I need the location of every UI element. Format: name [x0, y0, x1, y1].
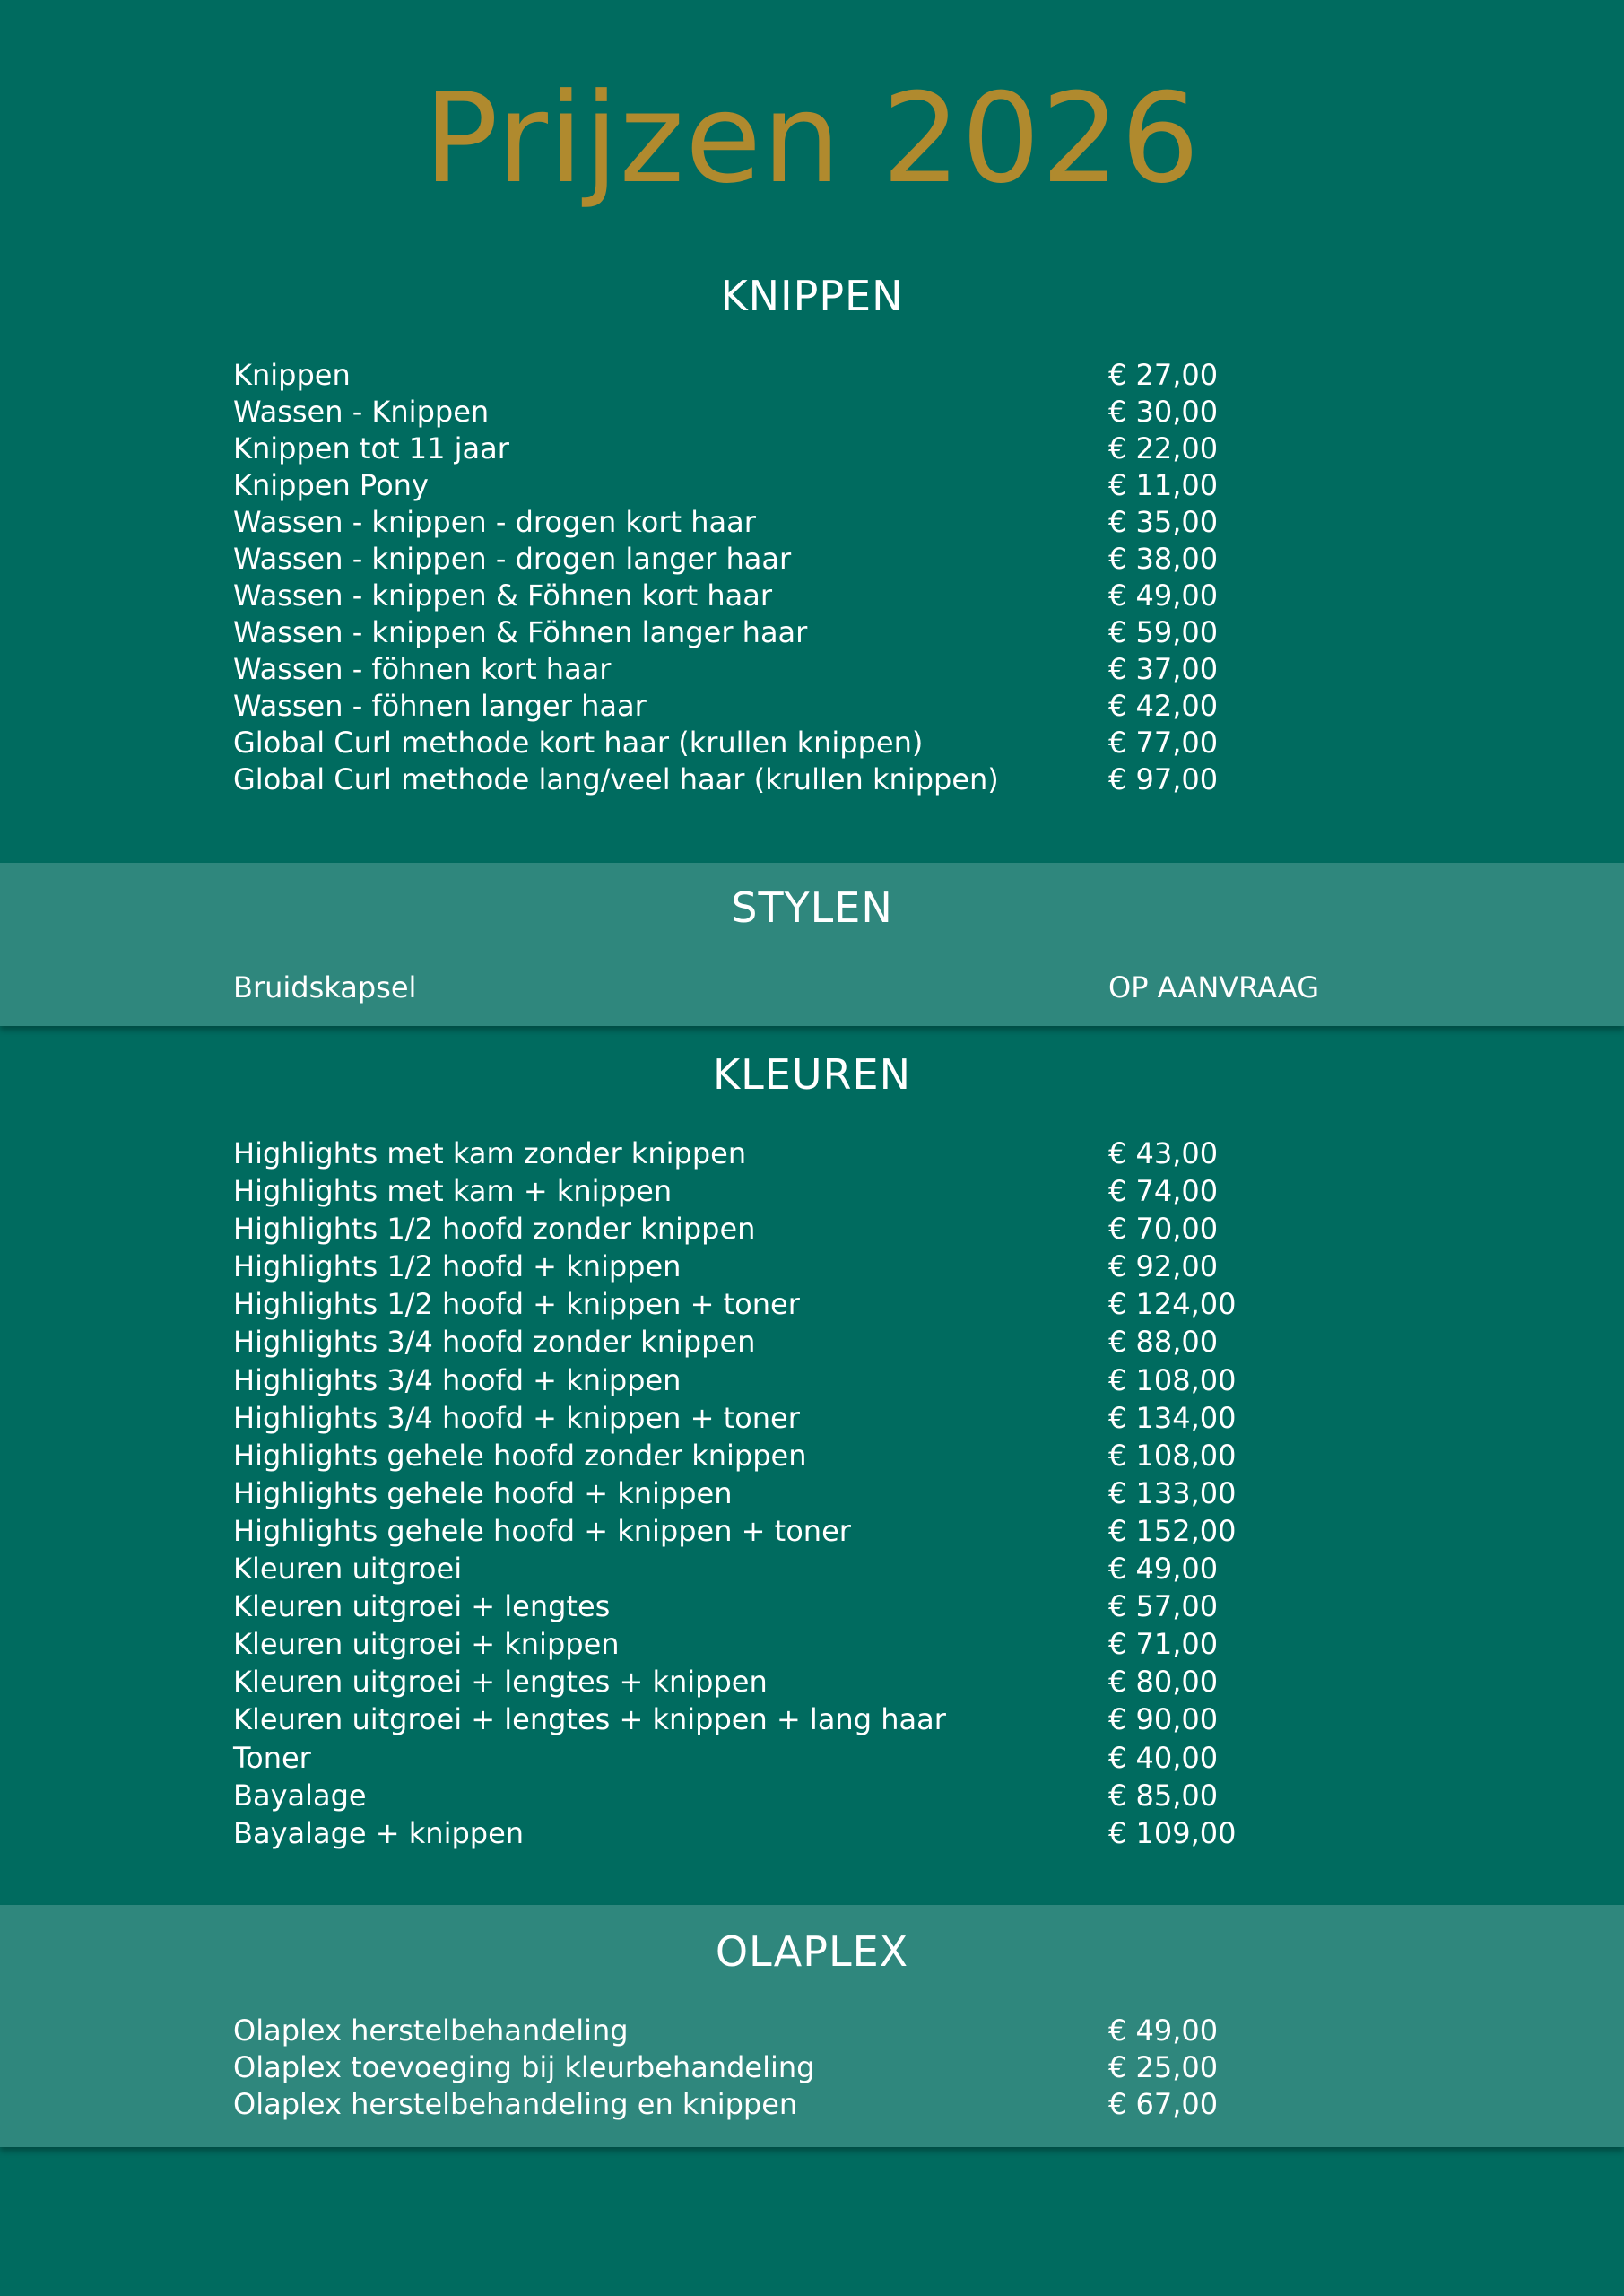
- service-price: € 134,00: [1108, 1400, 1237, 1435]
- service-price: € 109,00: [1108, 1815, 1237, 1850]
- price-row: [233, 614, 1399, 651]
- service-name: Bayalage + knippen: [233, 1815, 525, 1850]
- service-price: € 40,00: [1108, 1740, 1219, 1775]
- service-name: Highlights 3/4 hoofd + knippen + toner: [233, 1400, 800, 1435]
- price-row: [233, 357, 1399, 394]
- price-list-olaplex: [233, 2013, 1399, 2123]
- service-price: € 49,00: [1108, 578, 1219, 613]
- service-name: Highlights 3/4 hoofd zonder knippen: [233, 1325, 756, 1360]
- price-row: [233, 2049, 1399, 2086]
- price-row: [233, 1700, 1399, 1738]
- price-row: [233, 1399, 1399, 1437]
- service-price: € 57,00: [1108, 1589, 1219, 1624]
- service-price: € 124,00: [1108, 1287, 1237, 1322]
- price-row: [233, 541, 1399, 578]
- service-name: Highlights gehele hoofd + knippen: [233, 1475, 733, 1510]
- service-price: € 108,00: [1108, 1438, 1237, 1473]
- service-name: Global Curl methode lang/veel haar (krullen knippen): [233, 762, 999, 796]
- price-row: [233, 1550, 1399, 1587]
- service-name: Toner: [233, 1740, 311, 1775]
- price-row: [233, 1739, 1399, 1777]
- service-name: Wassen - föhnen kort haar: [233, 652, 612, 686]
- price-row: [233, 1587, 1399, 1625]
- service-name: Wassen - Knippen: [233, 395, 490, 429]
- section-title-knippen: KNIPPEN: [720, 272, 904, 320]
- service-price: € 27,00: [1108, 358, 1219, 392]
- section-title-stylen: STYLEN: [731, 883, 893, 932]
- section-title-kleuren: KLEUREN: [713, 1050, 911, 1099]
- service-price: € 25,00: [1108, 2050, 1219, 2084]
- price-list-knippen: [233, 357, 1399, 798]
- service-price: € 49,00: [1108, 2013, 1219, 2048]
- service-name: Wassen - föhnen langer haar: [233, 689, 647, 723]
- price-row: [233, 1512, 1399, 1550]
- service-name: Wassen - knippen & Föhnen langer haar: [233, 615, 808, 649]
- price-row: [233, 578, 1399, 614]
- service-name: Global Curl methode kort haar (krullen knippen): [233, 726, 924, 760]
- service-price: € 70,00: [1108, 1212, 1219, 1247]
- price-row: [233, 1663, 1399, 1700]
- price-row: [233, 2013, 1399, 2049]
- price-row: [233, 970, 1399, 1006]
- service-name: Highlights 1/2 hoofd + knippen + toner: [233, 1287, 800, 1322]
- service-name: Knippen: [233, 358, 351, 392]
- price-row: [233, 1248, 1399, 1285]
- price-row: [233, 1625, 1399, 1663]
- service-name: Kleuren uitgroei: [233, 1552, 463, 1587]
- price-row: [233, 1323, 1399, 1361]
- service-name: Olaplex herstelbehandeling en knippen: [233, 2087, 798, 2121]
- price-row: [233, 761, 1399, 798]
- service-name: Highlights 1/2 hoofd zonder knippen: [233, 1212, 756, 1247]
- price-list-stylen: [233, 970, 1399, 1006]
- service-name: Highlights met kam zonder knippen: [233, 1136, 747, 1170]
- price-row: [233, 1814, 1399, 1852]
- price-row: [233, 430, 1399, 467]
- service-name: Highlights 1/2 hoofd + knippen: [233, 1249, 682, 1284]
- service-name: Bayalage: [233, 1778, 367, 1813]
- service-price: € 74,00: [1108, 1174, 1219, 1209]
- price-row: [233, 651, 1399, 688]
- service-price: € 92,00: [1108, 1249, 1219, 1284]
- price-row: [233, 504, 1399, 541]
- price-row: [233, 467, 1399, 504]
- section-title-olaplex: OLAPLEX: [715, 1927, 909, 1976]
- service-name: Knippen Pony: [233, 468, 429, 502]
- service-name: Wassen - knippen - drogen kort haar: [233, 505, 756, 539]
- service-price: € 77,00: [1108, 726, 1219, 760]
- service-name: Highlights gehele hoofd + knippen + toner: [233, 1513, 851, 1548]
- service-name: Kleuren uitgroei + lengtes: [233, 1589, 611, 1624]
- service-name: Highlights 3/4 hoofd + knippen: [233, 1362, 682, 1397]
- service-price: € 49,00: [1108, 1552, 1219, 1587]
- service-price: € 97,00: [1108, 762, 1219, 796]
- price-row: [233, 1437, 1399, 1474]
- service-price: € 35,00: [1108, 505, 1219, 539]
- service-price: € 30,00: [1108, 395, 1219, 429]
- service-name: Kleuren uitgroei + knippen: [233, 1627, 620, 1662]
- service-name: Wassen - knippen & Föhnen kort haar: [233, 578, 773, 613]
- price-row: [233, 394, 1399, 430]
- price-row: [233, 1777, 1399, 1814]
- price-row: [233, 2086, 1399, 2123]
- service-price: € 152,00: [1108, 1513, 1237, 1548]
- service-price: € 88,00: [1108, 1325, 1219, 1360]
- page-title: Prijzen 2026: [423, 66, 1201, 211]
- service-price: € 80,00: [1108, 1665, 1219, 1700]
- service-name: Knippen tot 11 jaar: [233, 431, 509, 465]
- price-row: [233, 725, 1399, 761]
- price-row: [233, 1361, 1399, 1399]
- service-name: Wassen - knippen - drogen langer haar: [233, 542, 792, 576]
- service-price: € 11,00: [1108, 468, 1219, 502]
- service-name: Kleuren uitgroei + lengtes + knippen + lang haar: [233, 1702, 946, 1737]
- service-price: € 43,00: [1108, 1136, 1219, 1170]
- service-price: € 133,00: [1108, 1475, 1237, 1510]
- service-name: Bruidskapsel: [233, 970, 417, 1004]
- service-name: Highlights met kam + knippen: [233, 1174, 673, 1209]
- service-price: € 67,00: [1108, 2087, 1219, 2121]
- service-price: € 108,00: [1108, 1362, 1237, 1397]
- price-row: [233, 1135, 1399, 1172]
- price-row: [233, 1474, 1399, 1512]
- service-name: Olaplex toevoeging bij kleurbehandeling: [233, 2050, 815, 2084]
- service-name: Highlights gehele hoofd zonder knippen: [233, 1438, 807, 1473]
- price-row: [233, 688, 1399, 725]
- price-row: [233, 1172, 1399, 1210]
- service-price: € 38,00: [1108, 542, 1219, 576]
- service-price: € 85,00: [1108, 1778, 1219, 1813]
- service-price: € 22,00: [1108, 431, 1219, 465]
- price-row: [233, 1285, 1399, 1323]
- service-price: € 37,00: [1108, 652, 1219, 686]
- price-list-kleuren: [233, 1135, 1399, 1852]
- service-price: € 42,00: [1108, 689, 1219, 723]
- service-price: OP AANVRAAG: [1108, 970, 1319, 1004]
- service-name: Olaplex herstelbehandeling: [233, 2013, 629, 2048]
- service-price: € 71,00: [1108, 1627, 1219, 1662]
- service-price: € 59,00: [1108, 615, 1219, 649]
- service-price: € 90,00: [1108, 1702, 1219, 1737]
- price-row: [233, 1210, 1399, 1248]
- service-name: Kleuren uitgroei + lengtes + knippen: [233, 1665, 768, 1700]
